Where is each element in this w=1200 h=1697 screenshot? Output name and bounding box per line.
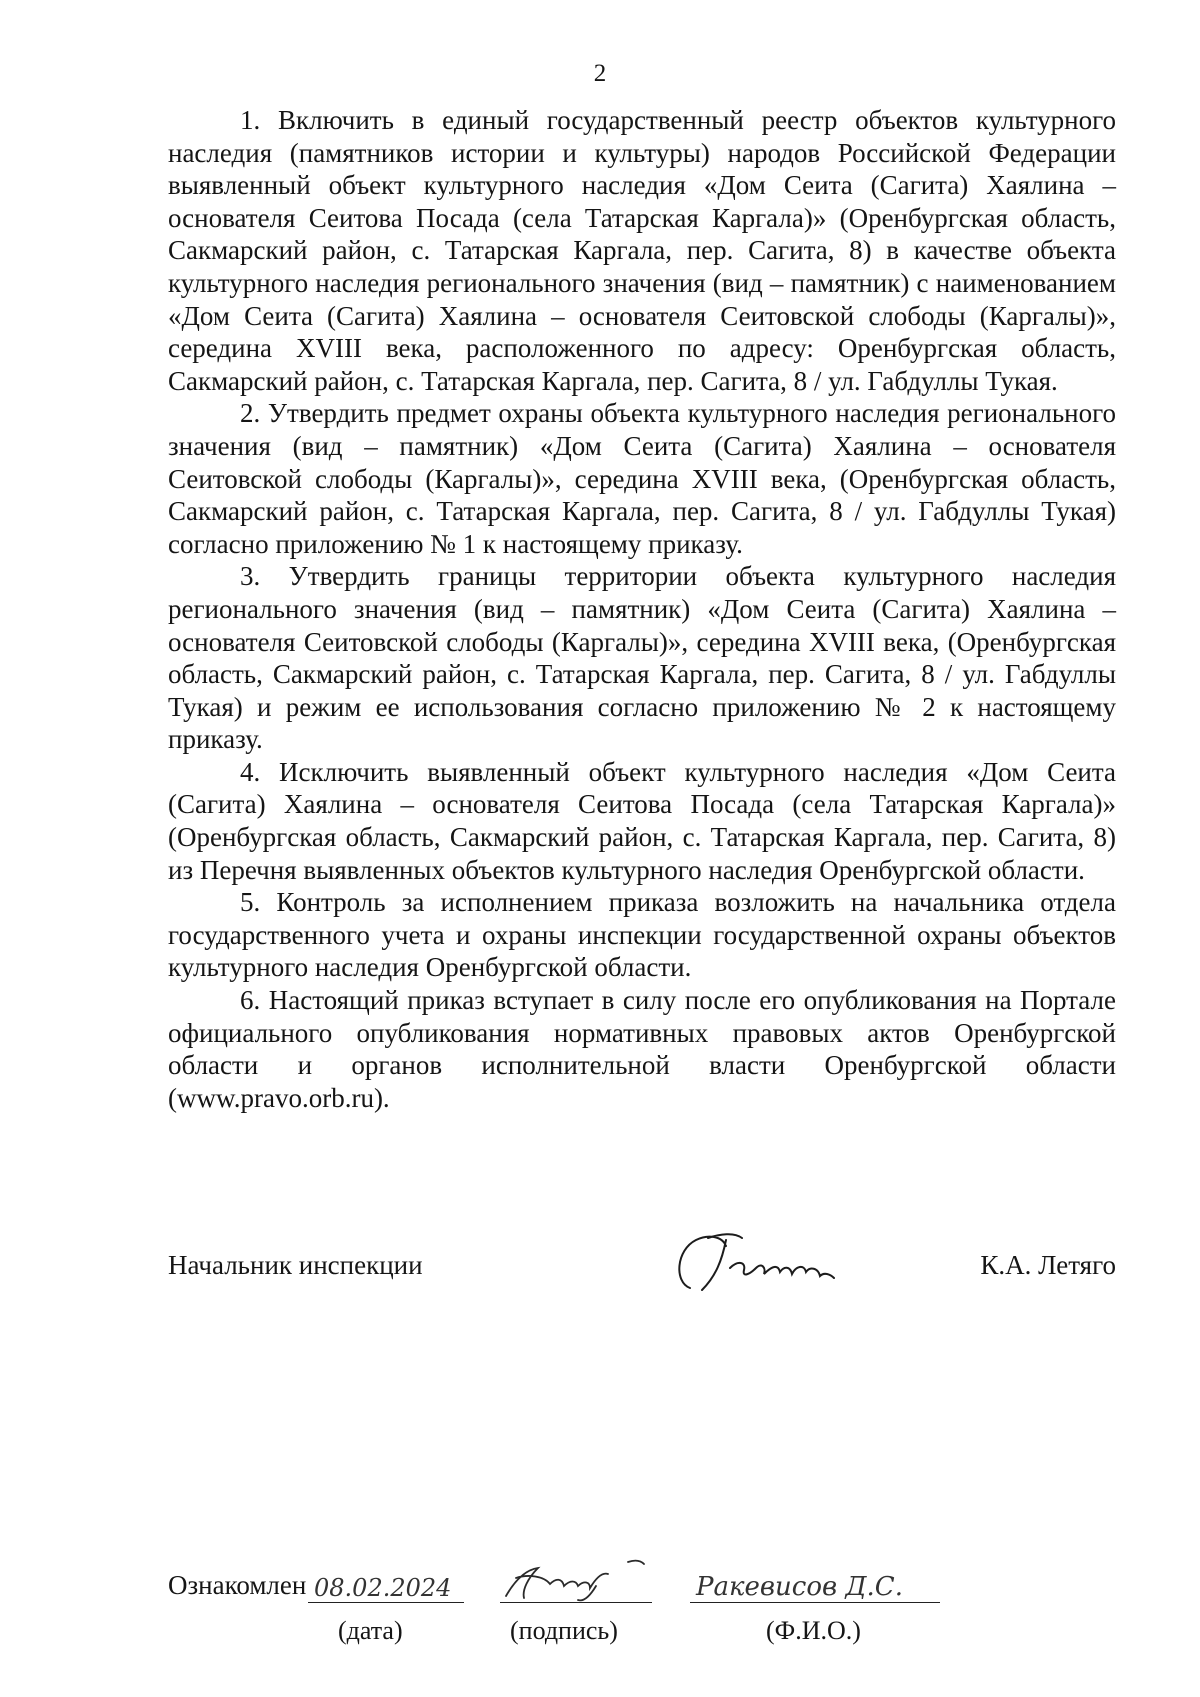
handwritten-acknowledgement-signature [498,1556,668,1602]
order-item-1: 1. Включить в единый государственный реестр объектов культурного наследия (памятников истории и культуры) народов Российской Федерации выявленный объект культурного наследия «Дом Сеита (Сагита) Хаялина – основателя Сеитова Посада (села Татарская Каргала)» (Оренбургская область, Сакмарский район, с. Татарская Каргала, пер. Сагита, 8) в качестве объекта культурного наследия регионального значения (вид – памятник) с наименованием «Дом Сеита (Сагита) Хаялина – основателя Сеитовской слободы (Каргалы)», середина XVIII века, расположенного по адресу: Оренбургская область, Сакмарский район, с. Татарская Каргала, пер. Сагита, 8 / ул. Габдуллы Тукая. [168,105,1116,396]
order-item-6: 6. Настоящий приказ вступает в силу после его опубликования на Портале официального опубликования нормативных правовых актов Оренбургской области и органов исполнительной власти Оренбургской области (www.pravo.orb.ru). [168,985,1116,1113]
order-item-4: 4. Исключить выявленный объект культурного наследия «Дом Сеита (Сагита) Хаялина – основателя Сеитова Посада (села Татарская Каргала)» (Оренбургская область, Сакмарский район, с. Татарская Каргала, пер. Сагита, 8) из Перечня выявленных объектов культурного наследия Оренбургской области. [168,756,1116,885]
page-number: 2 [593,60,607,87]
full-name-caption: (Ф.И.О.) [766,1616,861,1645]
order-item-2: 2. Утвердить предмет охраны объекта культурного наследия регионального значения (вид – памятник) «Дом Сеита (Сагита) Хаялина – основателя Сеитовской слободы (Каргалы)», середина XVIII века, (Оренбургская область, Сакмарский район, с. Татарская Каргала, пер. Сагита, 8 / ул. Габдуллы Тукая) согласно приложению № 1 к настоящему приказу. [168,398,1116,559]
order-item-3: 3. Утвердить границы территории объекта культурного наследия регионального значения (вид – памятник) «Дом Сеита (Сагита) Хаялина – основателя Сеитовской слободы (Каргалы)», середина XVIII века, (Оренбургская область, Сакмарский район, с. Татарская Каргала, пер. Сагита, 8 / ул. Габдуллы Тукая) и режим ее использования согласно приложению № 2 к настоящему приказу. [168,561,1116,755]
date-field [308,1568,464,1603]
signatory-title: Начальник инспекции [168,1250,423,1280]
signature-field [500,1568,652,1603]
date-caption: (дата) [338,1616,403,1645]
handwritten-signature [668,1222,868,1302]
full-name-field [690,1568,940,1603]
signature-caption: (подпись) [510,1616,618,1645]
handwritten-full-name: Ракевисов Д.С. [696,1572,903,1602]
signature-block [168,1236,1116,1306]
signatory-name: К.А. Летяго [980,1250,1116,1280]
acknowledged-label: Ознакомлен [168,1570,307,1600]
order-body [168,104,1116,1114]
order-item-5: 5. Контроль за исполнением приказа возложить на начальника отдела государственного учета и охраны инспекции государственной охраны объектов культурного наследия Оренбургской области. [168,887,1116,983]
handwritten-date: 08.02.2024 [314,1574,452,1602]
acknowledgement-block [168,1560,1116,1670]
